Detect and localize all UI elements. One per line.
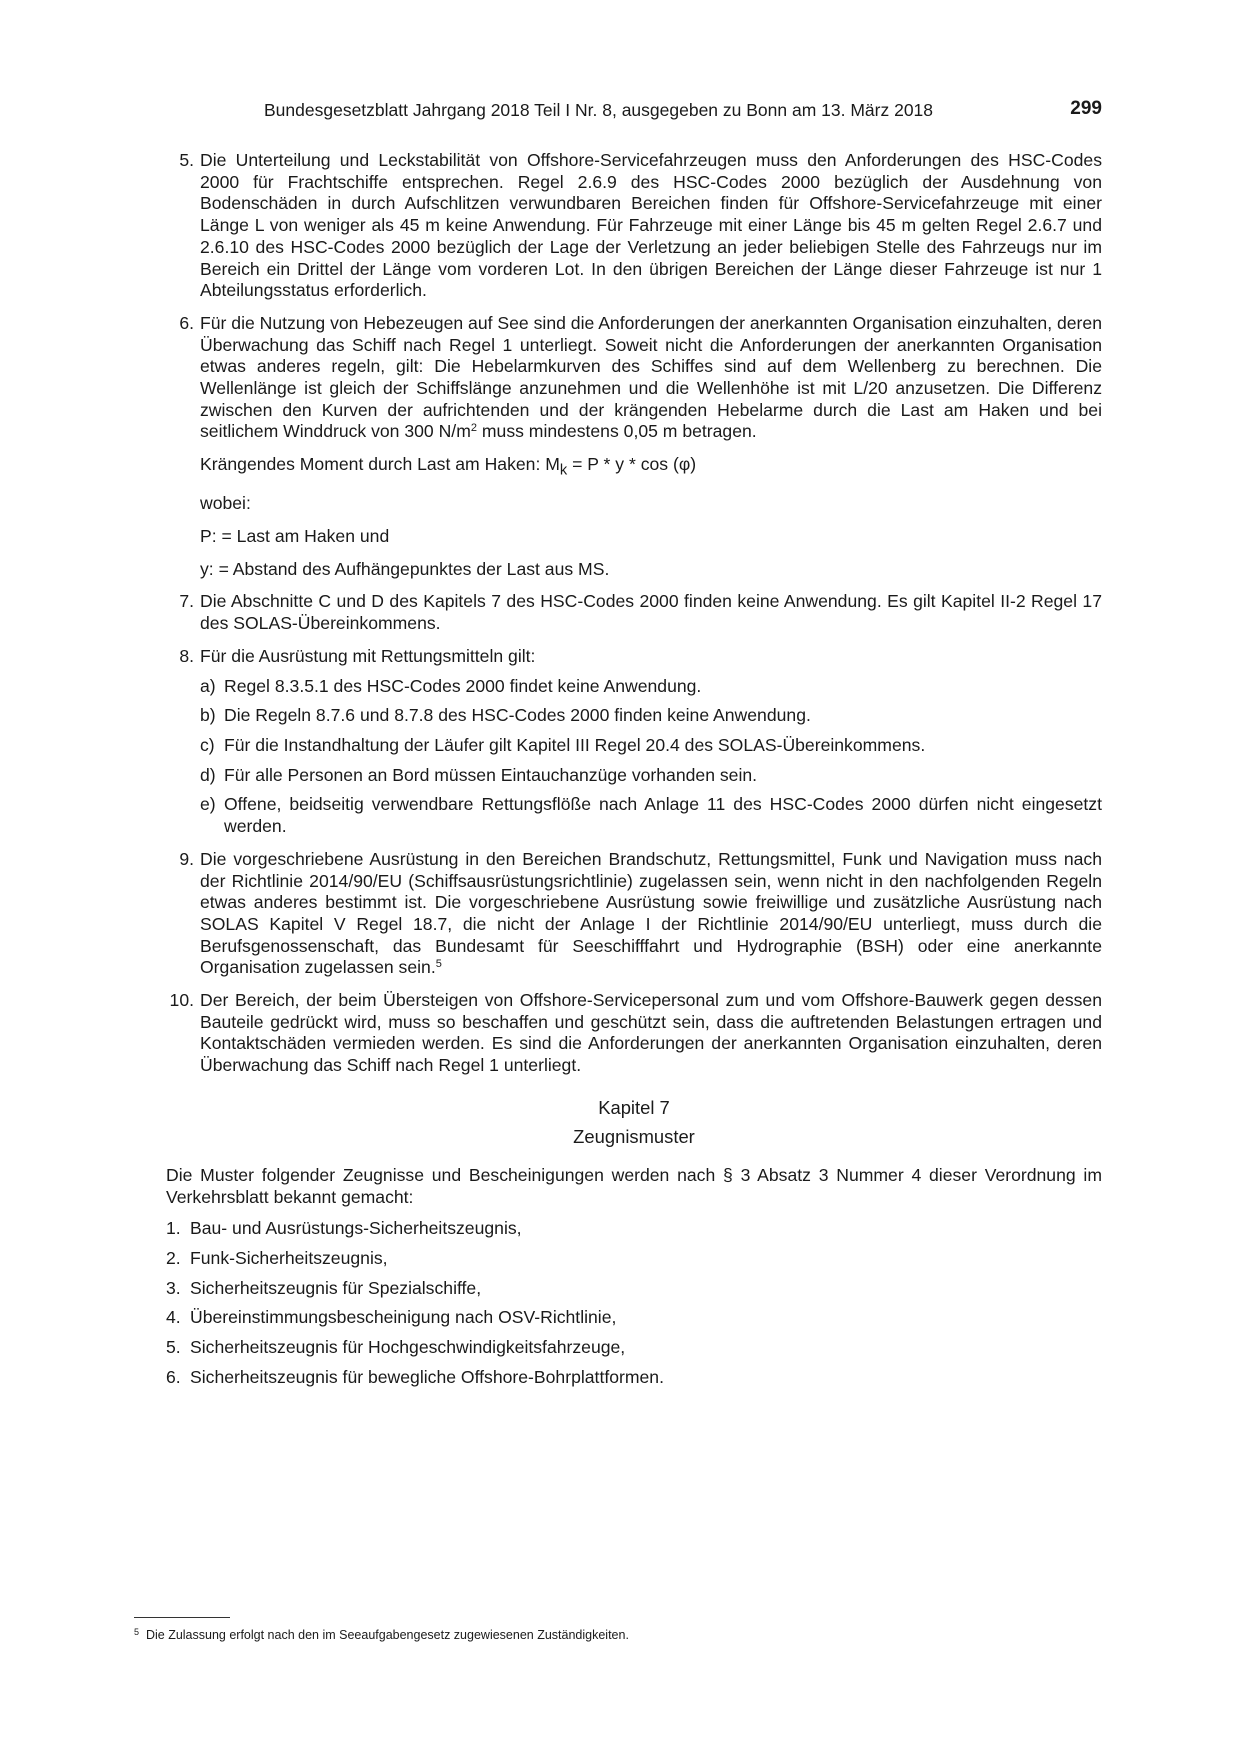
- sub-number: a): [200, 675, 216, 696]
- item-text: Für die Ausrüstung mit Rettungsmitteln gilt:: [200, 645, 536, 666]
- item-number: 3.: [166, 1277, 181, 1298]
- sub-item-c: [166, 735, 1102, 757]
- item-number: 7.: [179, 591, 194, 612]
- definition-y: y: = Abstand des Aufhängepunktes der Last aus MS.: [200, 558, 610, 579]
- list-item-5: [166, 150, 1102, 302]
- item-number: 5.: [179, 150, 194, 170]
- sub-number: e): [200, 794, 216, 815]
- sub-item-e: [166, 794, 1102, 837]
- certificate-item-1: [166, 1218, 1102, 1240]
- footnote-ref: 5: [435, 958, 442, 971]
- sub-text: Regel 8.3.5.1 des HSC-Codes 2000 findet keine Anwendung.: [224, 675, 702, 696]
- item-text: Die Unterteilung und Leckstabilität von Offshore-Servicefahrzeugen muss den Anforderungen des HSC-Codes 2000 für Frachtschiffe entsprechen. Regel 2.6.9 des HSC-Codes 2000 bezüglich der Ausdehnung von Bodenschäden in durch Aufschlitzen verwundbaren Bereichen finden für Offshore-Servicefahrzeuge mit einer Länge L von weniger als 45 m keine Anwendung. Für Fahrzeuge mit einer Länge bis 45 m gelten Regel 2.6.7 und 2.6.10 des HSC-Codes 2000 bezüglich der Lage der Verletzung an jeder beliebigen Stelle des Fahrzeugs nur im Bereich ein Drittel der Länge vom vorderen Lot. In den übrigen Bereichen der Länge dieser Fahrzeuge ist nur 1 Abteilungsstatus erforderlich.: [200, 150, 1102, 301]
- certificate-item-3: [166, 1278, 1102, 1300]
- list-item-8: [166, 646, 1102, 668]
- item-number: 5.: [166, 1337, 181, 1358]
- item-number: 6.: [166, 1366, 181, 1387]
- item-text-part: muss mindestens 0,05 m betragen.: [476, 421, 757, 442]
- item-text: Funk-Sicherheitszeugnis,: [190, 1247, 388, 1268]
- sub-text: Offene, beidseitig verwendbare Rettungsflöße nach Anlage 11 des HSC-Codes 2000 dürfen nicht eingesetzt werden.: [224, 794, 1102, 837]
- item-number: 8.: [179, 645, 194, 666]
- definition-p: P: = Last am Haken und: [200, 526, 390, 547]
- chapter-title: Kapitel 7: [598, 1096, 670, 1118]
- main-content: [166, 150, 1102, 1396]
- item-number: 4.: [166, 1307, 181, 1328]
- sub-number: b): [200, 705, 216, 726]
- item-text: [200, 313, 1102, 443]
- list-item-7: [166, 591, 1102, 634]
- formula-subscript: k: [559, 462, 568, 479]
- certificate-item-2: [166, 1248, 1102, 1270]
- wobei-label: wobei:: [200, 493, 251, 514]
- footnote-divider: [134, 1617, 230, 1618]
- chapter-subtitle: Zeugnismuster: [573, 1125, 695, 1147]
- page-header: [264, 100, 1102, 126]
- item-number: 9.: [179, 848, 194, 869]
- item-text: Übereinstimmungsbescheinigung nach OSV-Richtlinie,: [190, 1307, 617, 1328]
- item-text-part: Für die Nutzung von Hebezeugen auf See sind die Anforderungen der anerkannten Organisation einzuhalten, deren Überwachung das Schiff nach Regel 1 unterliegt. Soweit nicht die Anforderungen der anerkannten Organisation etwas anderes regeln, gilt: Die Hebelarmkurven des Schiffes sind auf dem Wellenberg zu berechnen. Die Wellenlänge ist gleich der Schiffslänge anzunehmen und die Wellenhöhe ist mit L/20 anzusetzen. Die Differenz zwischen den Kurven der aufrichtenden und der krängenden Hebelarme durch die Last am Haken und bei seitlichem Winddruck von 300 N/m: [200, 312, 1102, 442]
- item-text: Die Abschnitte C und D des Kapitels 7 des HSC-Codes 2000 finden keine Anwendung. Es gilt Kapitel II-2 Regel 17 des SOLAS-Übereinkommens.: [200, 591, 1102, 634]
- item-text: Sicherheitszeugnis für Spezialschiffe,: [190, 1277, 482, 1298]
- sub-text: Die Regeln 8.7.6 und 8.7.8 des HSC-Codes 2000 finden keine Anwendung.: [224, 705, 811, 726]
- certificate-item-4: [166, 1307, 1102, 1329]
- item-number: 2.: [166, 1247, 181, 1268]
- item-text: Der Bereich, der beim Übersteigen von Offshore-Servicepersonal zum und vom Offshore-Bauwerk gegen dessen Bauteile gedrückt wird, muss so beschaffen und geschützt sein, dass die auftretenden Belastungen ertragen und Kontaktschäden vermieden werden. Es sind die Anforderungen der anerkannten Organisation einzuhalten, deren Überwachung das Schiff nach Regel 1 unterliegt.: [200, 990, 1102, 1076]
- list-item-9: [166, 849, 1102, 979]
- formula: [200, 454, 1102, 482]
- item-number: 6.: [179, 312, 194, 333]
- sub-item-d: [166, 765, 1102, 787]
- footnote-number: 5: [134, 1627, 140, 1637]
- page-number: 299: [1070, 98, 1102, 119]
- footnote: [134, 1627, 629, 1643]
- certificate-item-6: [166, 1367, 1102, 1389]
- item-number: 1.: [166, 1218, 181, 1239]
- formula-text: Krängendes Moment durch Last am Haken: M: [200, 454, 560, 475]
- certificate-item-5: [166, 1337, 1102, 1359]
- item-text: Bau- und Ausrüstungs-Sicherheitszeugnis,: [190, 1218, 522, 1239]
- footnote-text: Die Zulassung erfolgt nach den im Seeaufgabengesetz zugewiesenen Zuständigkeiten.: [145, 1628, 629, 1642]
- sub-text: Für alle Personen an Bord müssen Eintauchanzüge vorhanden sein.: [224, 764, 758, 785]
- list-item-6: [166, 313, 1102, 581]
- item-text: Die vorgeschriebene Ausrüstung in den Bereichen Brandschutz, Rettungsmittel, Funk und Navigation muss nach der Richtlinie 2014/90/EU (Schiffsausrüstungsrichtlinie) zugelassen sein, wenn nicht in den nachfolgenden Regeln etwas anderes bestimmt ist. Die vorgeschriebene Ausrüstung sowie freiwillige und zusätzliche Ausrüstung nach SOLAS Kapitel V Regel 18.7, die nicht der Anlage I der Richtlinie 2014/90/EU unterliegt, muss durch die Berufsgenossenschaft, das Bundesamt für Seeschifffahrt und Hydrographie (BSH) oder eine anerkannte Organisation zugelassen sein.: [200, 848, 1102, 978]
- formula-text: = P * y * cos (φ): [567, 454, 697, 475]
- item-number: 10.: [169, 990, 194, 1011]
- item-text: Sicherheitszeugnis für Hochgeschwindigkeitsfahrzeuge,: [190, 1337, 626, 1358]
- list-item-10: [166, 990, 1102, 1077]
- sub-item-b: [166, 705, 1102, 727]
- sub-number: d): [200, 764, 216, 785]
- chapter-intro: Die Muster folgender Zeugnisse und Bescheinigungen werden nach § 3 Absatz 3 Nummer 4 dieser Verordnung im Verkehrsblatt bekannt gemacht:: [166, 1164, 1102, 1207]
- superscript: 2: [470, 422, 477, 435]
- item-text: Sicherheitszeugnis für bewegliche Offshore-Bohrplattformen.: [190, 1366, 664, 1387]
- sub-item-a: [166, 676, 1102, 698]
- sub-number: c): [200, 734, 215, 755]
- sub-text: Für die Instandhaltung der Läufer gilt Kapitel III Regel 20.4 des SOLAS-Übereinkommens.: [224, 734, 926, 755]
- header-text: Bundesgesetzblatt Jahrgang 2018 Teil I Nr. 8, ausgegeben zu Bonn am 13. März 2018: [264, 100, 934, 120]
